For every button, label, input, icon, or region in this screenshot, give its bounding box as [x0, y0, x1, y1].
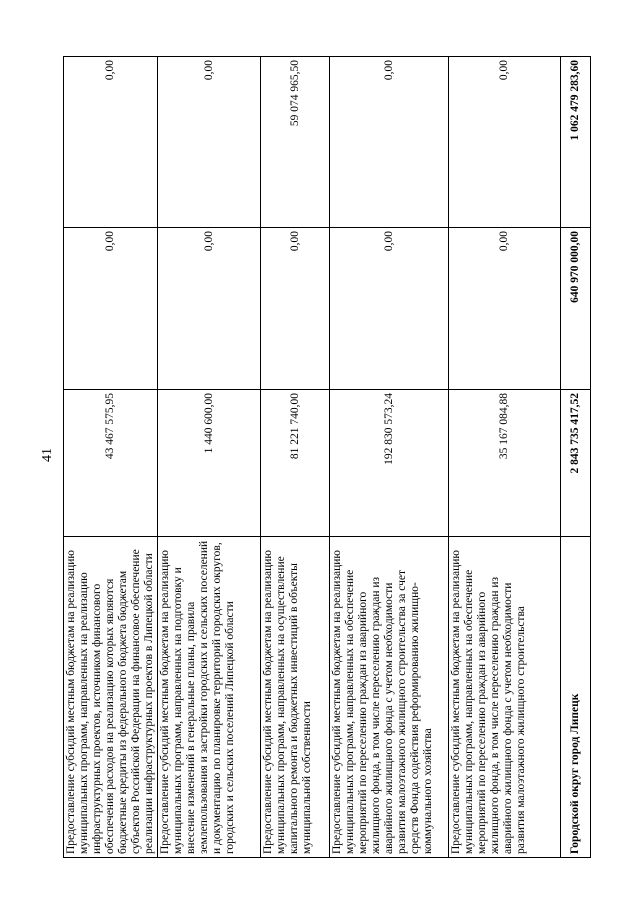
value-cell-3: 0,00 [449, 57, 561, 228]
value-cell-2: 0,00 [261, 228, 330, 390]
row-description: Предоставление субсидий местным бюджетам на реализацию муниципальных программ, направленных на осуществление капитального ремонта и бюджетных инвестиций в объекты муниципальной собственности [261, 537, 330, 858]
rotated-page [63, 60, 590, 858]
value-cell-2: 0,00 [64, 228, 158, 390]
table-row [261, 57, 330, 858]
table-container [63, 60, 590, 858]
row-description: Предоставление субсидий местным бюджетам на реализацию муниципальных программ, направленных на реализацию инфраструктурных проектов, источником финансового обеспечения расходов на реализацию которых являются бюджетные кредиты из федерального бюджета бюджетам субъектов Российской Федерации на финансовое обеспечение реализации инфраструктурных проектов в Липецкой области [64, 537, 158, 858]
total-value-3: 1 062 479 283,60 [561, 57, 591, 228]
value-cell-3: 59 074 965,50 [261, 57, 330, 228]
value-cell-2: 0,00 [158, 228, 261, 390]
table-row [64, 57, 158, 858]
subsidy-table [63, 56, 591, 858]
value-cell-1: 43 467 575,95 [64, 390, 158, 537]
value-cell-1: 35 167 084,88 [449, 390, 561, 537]
page-number: 41 [40, 448, 55, 462]
row-description: Предоставление субсидий местным бюджетам на реализацию муниципальных программ, направленных на обеспечение мероприятий по переселению граждан из аварийного жилищного фонда, в том числе переселению граждан из аварийного жилищного фонда с учетом необходимости развития малоэтажного жилищного строительства [449, 537, 561, 858]
total-label: Городской округ город Липецк [561, 537, 591, 858]
total-value-1: 2 843 735 417,52 [561, 390, 591, 537]
value-cell-3: 0,00 [64, 57, 158, 228]
value-cell-3: 0,00 [330, 57, 449, 228]
row-description: Предоставление субсидий местным бюджетам на реализацию муниципальных программ, направленных на обеспечение мероприятий по переселению граждан из аварийного жилищного фонда, в том числе переселению граждан из аварийного жилищного фонда с учетом необходимости развития малоэтажного жилищного строительства за счет средств Фонда содействия реформированию жилищно-коммунального хозяйства [330, 537, 449, 858]
value-cell-2: 0,00 [449, 228, 561, 390]
table-row [158, 57, 261, 858]
value-cell-3: 0,00 [158, 57, 261, 228]
value-cell-1: 1 440 600,00 [158, 390, 261, 537]
table-row [330, 57, 449, 858]
total-value-2: 640 970 000,00 [561, 228, 591, 390]
total-row [561, 57, 591, 858]
value-cell-1: 81 221 740,00 [261, 390, 330, 537]
table-row [449, 57, 561, 858]
value-cell-1: 192 830 573,24 [330, 390, 449, 537]
value-cell-2: 0,00 [330, 228, 449, 390]
row-description: Предоставление субсидий местным бюджетам на реализацию муниципальных программ, направленных на подготовку и внесение изменений в генеральные планы, правила землепользования и застройки городских и сельских поселений и документацию по планировке территорий городских округов, городских и сельских поселений Липецкой области [158, 537, 261, 858]
